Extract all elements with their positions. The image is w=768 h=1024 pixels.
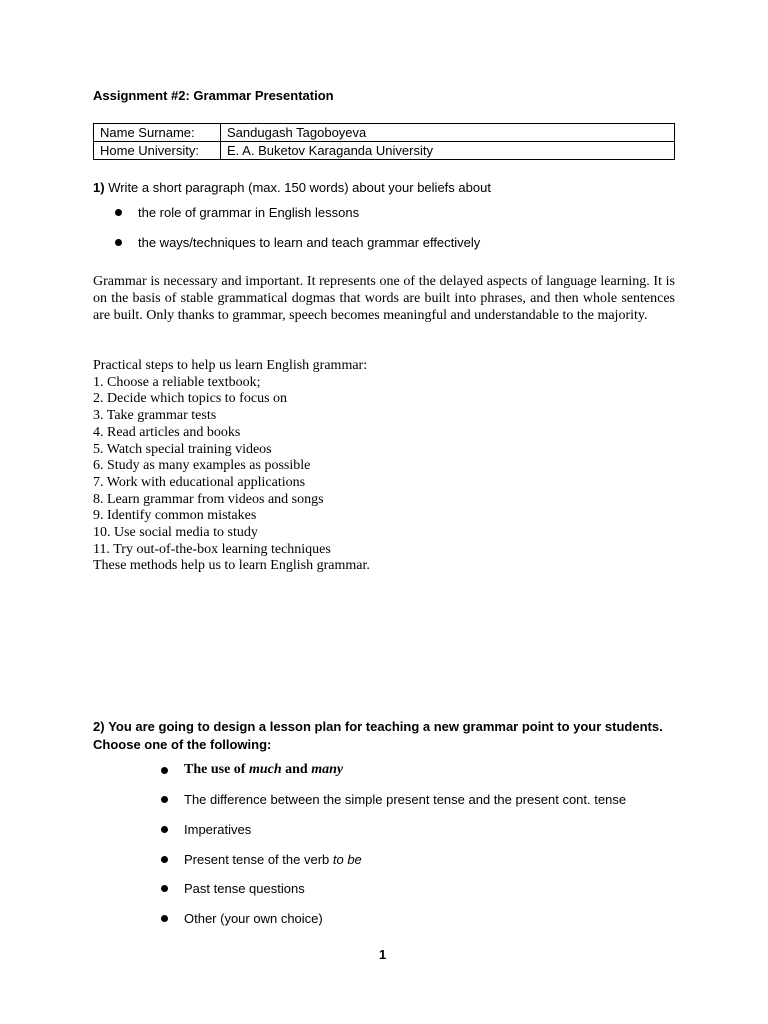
steps-intro: Practical steps to help us learn English grammar: [93,358,368,373]
option-text: Other (your own choice) [184,911,323,926]
list-item [115,205,359,220]
list-item: 6. Study as many examples as possible [93,458,311,474]
list-item [161,762,343,778]
list-item: 4. Read articles and books [93,424,241,440]
bullet-icon [115,239,122,246]
bullet-icon [161,856,168,863]
option-text: Imperatives [184,822,252,837]
bullet-icon [115,209,122,216]
bullet-icon [161,826,168,833]
list-item: 3. Take grammar tests [93,408,217,424]
question-1-text: Write a short paragraph (max. 150 words) about your beliefs about [108,180,491,195]
university-label: Home University: [94,142,221,160]
list-item [161,911,323,926]
list-item [115,235,480,250]
list-item: 10. Use social media to study [93,525,258,541]
bullet-icon [161,796,168,803]
option-text: Past tense questions [184,881,305,896]
steps-conclusion: These methods help us to learn English grammar. [93,558,370,574]
list-item: 7. Work with educational applications [93,474,306,490]
option-much-many: The use of much and many [184,762,344,777]
list-item: 1. Choose a reliable textbook; [93,374,261,390]
page-number: 1 [379,947,387,962]
page-title: Assignment #2: Grammar Presentation [93,88,334,103]
list-item: 5. Watch special training videos [93,441,272,457]
info-table [93,123,675,160]
list-item: 9. Identify common mistakes [93,508,257,524]
table-row [94,124,675,142]
bullet-icon [161,767,168,774]
answer-paragraph: Grammar is necessary and important. It represents one of the delayed aspects of language learning. It is on the basis of stable grammatical dogmas that words are built into phrases, and then whole sentences are built. Only thanks to grammar, speech becomes meaningful and understandable to the majority. [93,274,675,323]
bullet-text: the role of grammar in English lessons [138,205,360,220]
list-item [161,852,362,867]
bullet-icon [161,915,168,922]
bullet-icon [161,885,168,892]
table-row [94,142,675,160]
university-value: E. A. Buketov Karaganda University [221,142,675,160]
list-item: 2. Decide which topics to focus on [93,391,288,407]
bullet-text: the ways/techniques to learn and teach grammar effectively [138,235,481,250]
option-text: Present tense of the verb to be [184,852,362,867]
steps-list [93,358,675,575]
question-1-number: 1) [93,180,105,195]
name-value: Sandugash Tagoboyeva [221,124,675,142]
question-1 [93,180,693,195]
option-text: The difference between the simple present tense and the present cont. tense [184,792,627,807]
list-item [161,881,305,896]
name-label: Name Surname: [94,124,221,142]
question-2-number: 2) [93,719,105,734]
list-item [161,792,626,807]
question-2-text: You are going to design a lesson plan for teaching a new grammar point to your students. Choose one of the following: [93,719,663,752]
list-item [161,822,251,837]
list-item: 11. Try out-of-the-box learning techniques [93,541,331,557]
question-2 [93,718,683,754]
list-item: 8. Learn grammar from videos and songs [93,491,324,507]
